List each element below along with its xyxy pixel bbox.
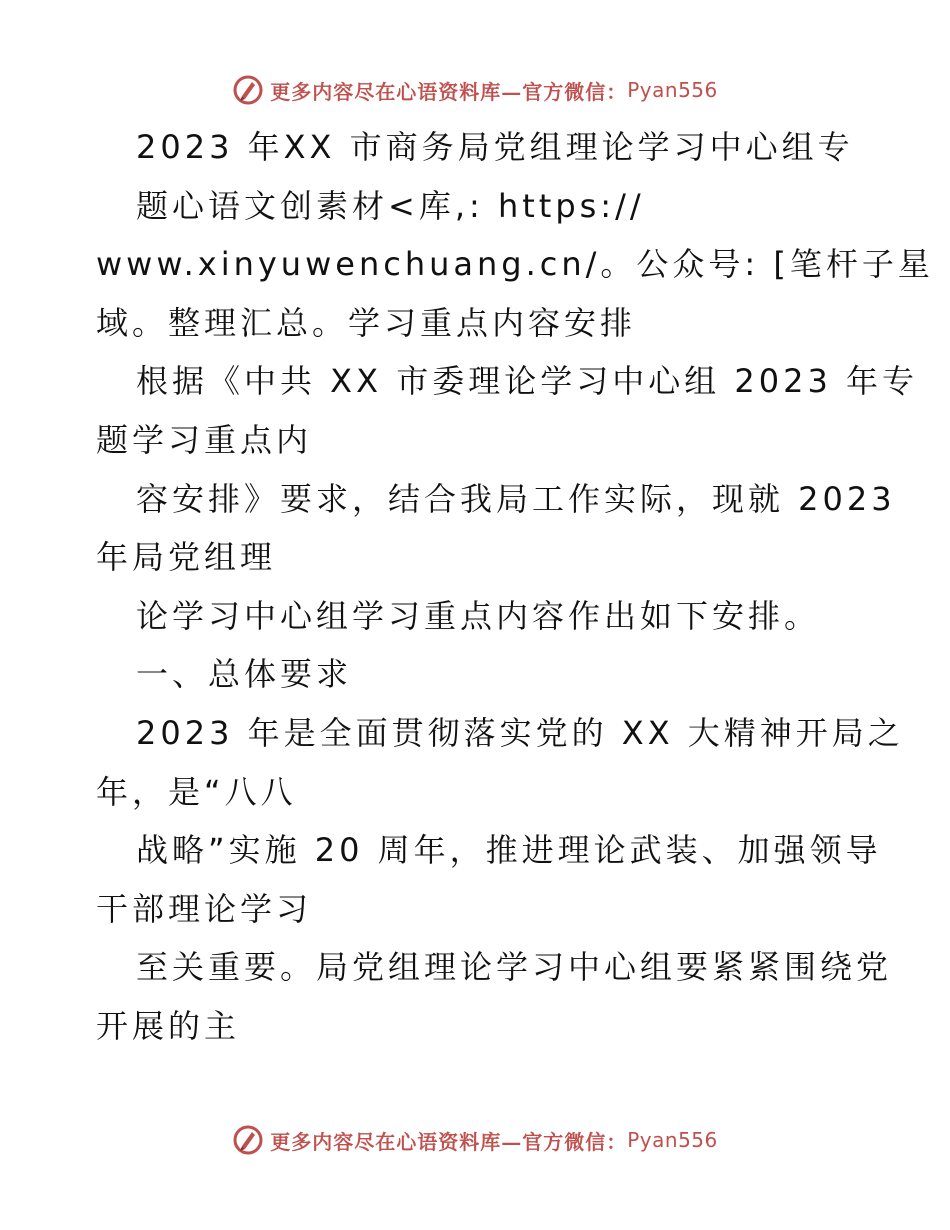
pen-logo-icon (232, 1124, 264, 1156)
text-line: 至关重要。局党组理论学习中心组要紧紧围绕党 (136, 948, 893, 987)
banner-text: 更多内容尽在心语资料库—官方微信： (270, 1129, 628, 1154)
text-line: 容安排》要求，结合我局工作实际，现就 2023 (136, 479, 896, 518)
text-line: 2023 年是全面贯彻落实党的 XX 大精神开局之 (136, 713, 904, 752)
pen-logo-icon (232, 74, 264, 106)
header-banner (0, 70, 950, 110)
text-line: 论学习中心组学习重点内容作出如下安排。 (136, 596, 821, 635)
text-line: www.xinyuwenchuang.cn/。公众号: [笔杆子星 (96, 245, 934, 284)
text-line: 干部理论学习 (96, 889, 313, 928)
text-line: 年局党组理 (96, 538, 277, 577)
text-line: 战略”实施 20 周年，推进理论武装、加强领导 (136, 831, 882, 870)
text-line: 题心语文创素材<库,: https:// (136, 186, 645, 225)
document-body (96, 118, 934, 1056)
text-line: 年，是“八八 (96, 772, 297, 811)
banner-wechat-id: Pyan556 (627, 1128, 718, 1152)
text-line: 2023 年XX 市商务局党组理论学习中心组专 (136, 128, 854, 166)
banner-wechat-id: Pyan556 (627, 78, 718, 102)
text-line: 根据《中共 XX 市委理论学习中心组 2023 年专 (136, 362, 918, 401)
text-line: 一、总体要求 (136, 655, 353, 694)
text-line: 题学习重点内 (96, 420, 313, 459)
footer-banner (0, 1120, 950, 1160)
text-line: 域。整理汇总。学习重点内容安排 (96, 303, 637, 342)
banner-text: 更多内容尽在心语资料库—官方微信： (270, 79, 628, 104)
text-line: 开展的主 (96, 1006, 241, 1045)
